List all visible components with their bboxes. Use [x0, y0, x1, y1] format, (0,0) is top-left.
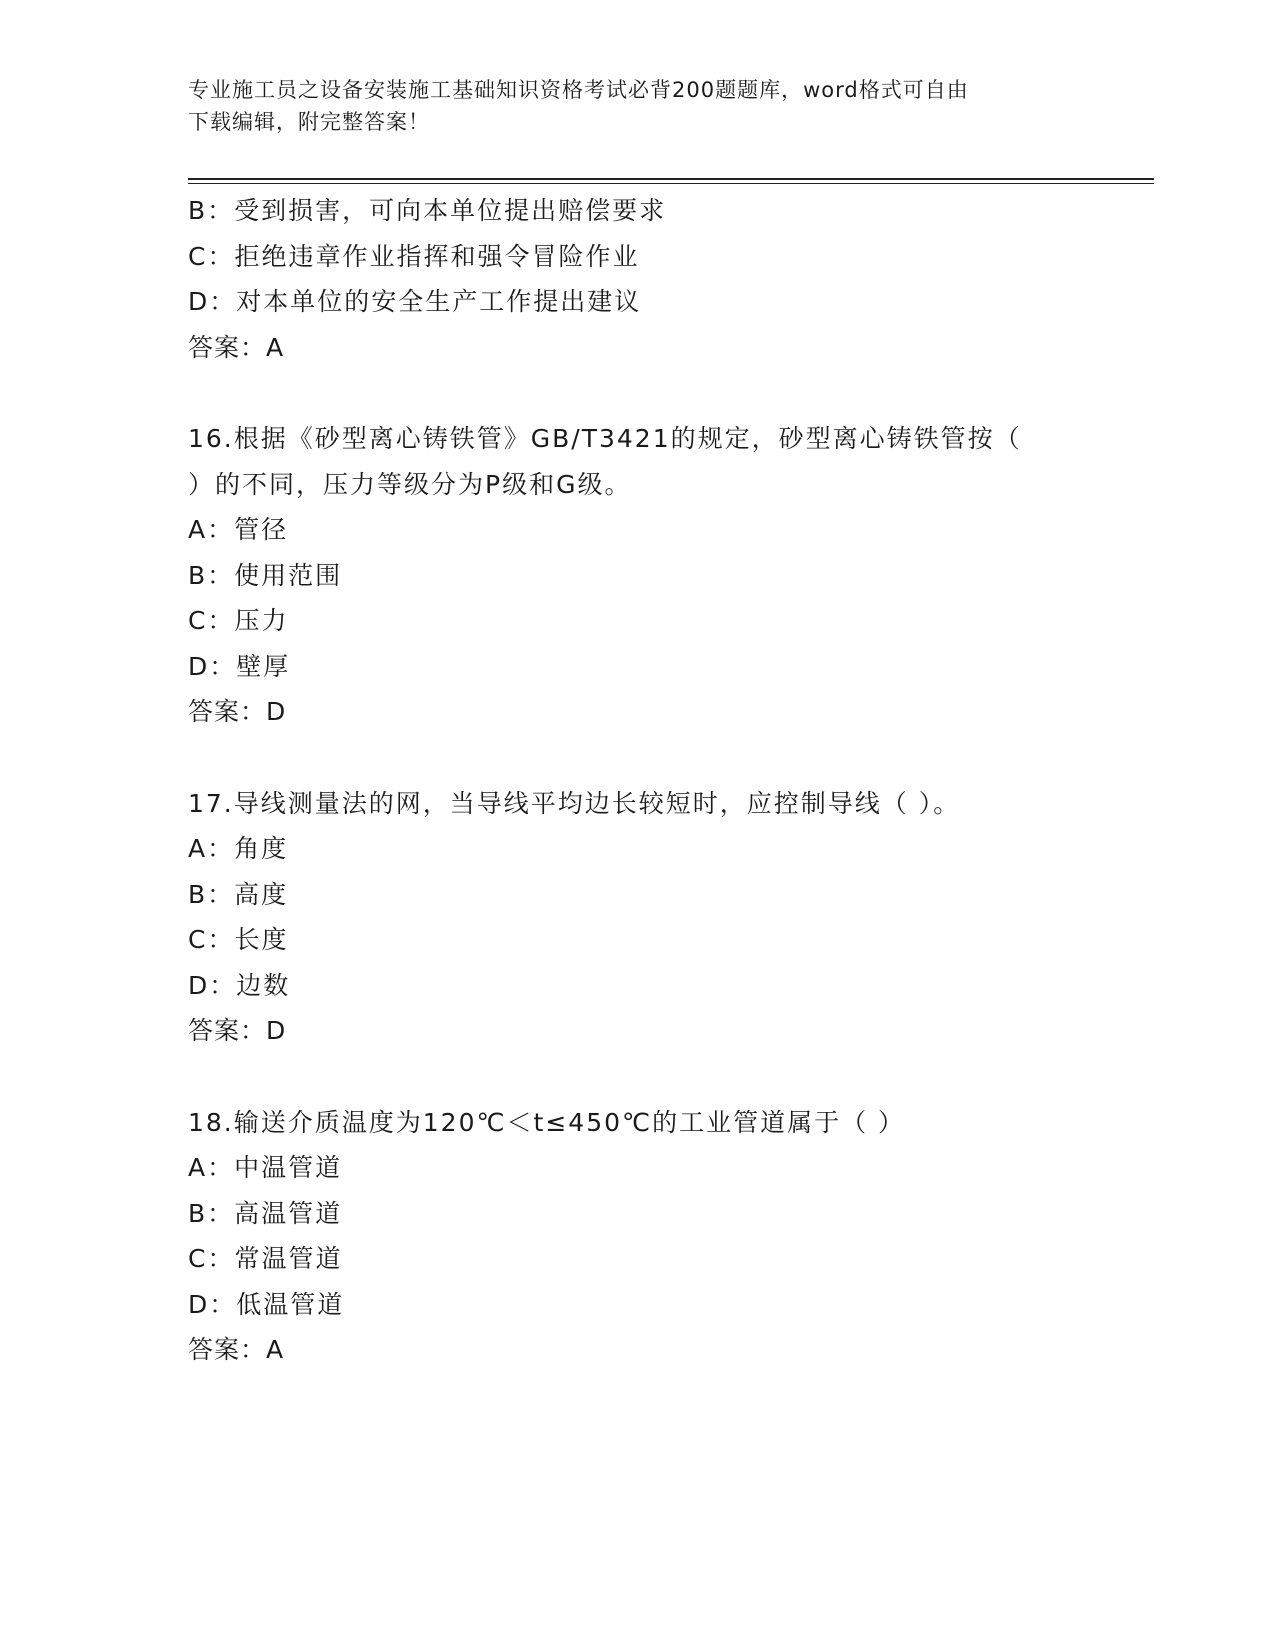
option-d: D：壁厚 [188, 651, 291, 681]
question-15 [188, 188, 1088, 370]
option-c: C：压力 [188, 606, 289, 635]
question-list [188, 188, 1088, 1373]
question-18 [188, 1100, 1088, 1373]
question-17 [188, 781, 1088, 1054]
option-b: B：高度 [188, 879, 289, 909]
header-line-2: 下载编辑，附完整答案！ [188, 110, 430, 134]
option-d: D：低温管道 [188, 1289, 345, 1319]
answer: 答案：D [188, 697, 287, 726]
option-d: D：对本单位的安全生产工作提出建议 [188, 287, 642, 316]
question-stem-line-2: ）的不同，压力等级分为P级和G级。 [188, 469, 632, 499]
spacer [188, 735, 1088, 781]
answer: 答案：D [188, 1016, 287, 1045]
spacer [188, 370, 1088, 416]
option-b: B：高温管道 [188, 1198, 343, 1228]
option-c: C：拒绝违章作业指挥和强令冒险作业 [188, 241, 640, 271]
answer: 答案：A [188, 332, 285, 362]
spacer [188, 1054, 1088, 1100]
option-a: A：角度 [188, 834, 289, 863]
question-16 [188, 416, 1088, 735]
document-header [188, 74, 1088, 138]
question-stem: 18.输送介质温度为120℃＜t≤450℃的工业管道属于（ ） [188, 1107, 906, 1137]
option-a: A：管径 [188, 515, 289, 544]
option-b: B：使用范围 [188, 560, 343, 590]
option-b: B：受到损害，可向本单位提出赔偿要求 [188, 196, 667, 225]
option-c: C：长度 [188, 925, 289, 954]
header-divider [188, 178, 1154, 184]
option-d: D：边数 [188, 970, 291, 1000]
option-a: A：中温管道 [188, 1153, 343, 1182]
question-stem: 17.导线测量法的网，当导线平均边长较短时，应控制导线（ ）。 [188, 788, 961, 818]
header-line-1: 专业施工员之设备安装施工基础知识资格考试必背200题题库，word格式可自由 [188, 78, 969, 102]
answer: 答案：A [188, 1335, 285, 1364]
question-stem-line-1: 16.根据《砂型离心铸铁管》GB/T3421的规定，砂型离心铸铁管按（ [188, 424, 1022, 453]
option-c: C：常温管道 [188, 1244, 343, 1273]
